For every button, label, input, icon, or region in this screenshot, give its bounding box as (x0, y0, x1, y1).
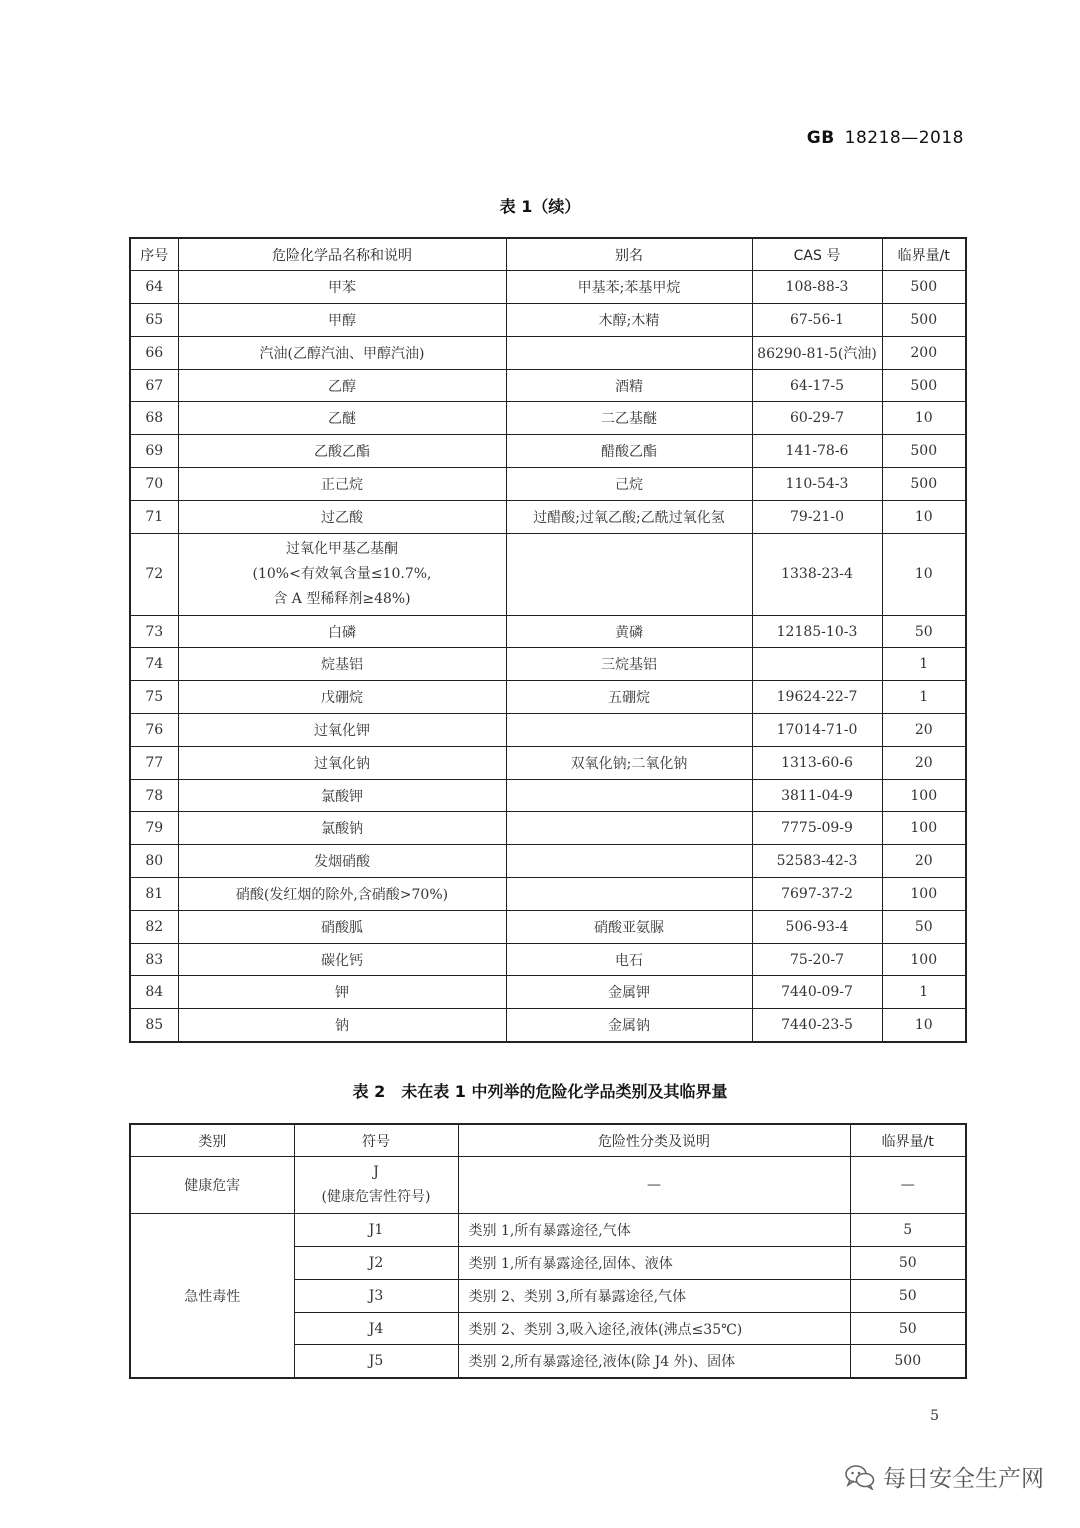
qty-cell: 1 (882, 648, 966, 681)
name-cell: 过乙酸 (178, 500, 506, 533)
category-cell: 健康危害 (130, 1157, 294, 1214)
cas-cell: 110-54-3 (752, 468, 882, 501)
name-cell (178, 533, 506, 615)
alias-cell (506, 779, 752, 812)
qty-cell: 500 (882, 271, 966, 304)
qty-cell: 50 (882, 910, 966, 943)
alias-cell: 金属钠 (506, 1009, 752, 1042)
qty-cell: 500 (882, 304, 966, 337)
no-cell: 71 (130, 500, 178, 533)
no-cell: 85 (130, 1009, 178, 1042)
qty-cell: 20 (882, 845, 966, 878)
qty-cell: 500 (882, 435, 966, 468)
name-cell: 汽油(乙醇汽油、甲醇汽油) (178, 336, 506, 369)
no-cell: 64 (130, 271, 178, 304)
cas-cell: 75-20-7 (752, 943, 882, 976)
qty-cell: 5 (850, 1214, 966, 1247)
name-cell: 过氧化钠 (178, 746, 506, 779)
no-cell: 81 (130, 878, 178, 911)
no-cell: 75 (130, 681, 178, 714)
cas-cell: 67-56-1 (752, 304, 882, 337)
name-line: 过氧化甲基乙基酮 (286, 540, 398, 557)
symbol-line: J (373, 1164, 379, 1181)
standard-prefix: GB (806, 128, 835, 148)
symbol-cell: J2 (294, 1247, 458, 1280)
table-row (130, 402, 966, 435)
no-cell: 80 (130, 845, 178, 878)
alias-cell: 二乙基醚 (506, 402, 752, 435)
table2-header-row (130, 1124, 966, 1157)
description-cell: 类别 2、类别 3,所有暴露途径,气体 (458, 1279, 850, 1312)
table-row (130, 681, 966, 714)
cas-cell: 1313-60-6 (752, 746, 882, 779)
table-row (130, 468, 966, 501)
table-row (130, 435, 966, 468)
table-row (130, 746, 966, 779)
qty-cell: 50 (850, 1247, 966, 1280)
cas-cell: 60-29-7 (752, 402, 882, 435)
col-header-cas: CAS 号 (752, 238, 882, 271)
name-cell: 钠 (178, 1009, 506, 1042)
no-cell: 78 (130, 779, 178, 812)
qty-cell: 20 (882, 746, 966, 779)
name-cell: 氯酸钠 (178, 812, 506, 845)
alias-cell: 甲基苯;苯基甲烷 (506, 271, 752, 304)
table-row (130, 1157, 966, 1214)
qty-cell: 500 (882, 468, 966, 501)
cas-cell: 12185-10-3 (752, 615, 882, 648)
standard-number: 18218—2018 (844, 128, 964, 148)
alias-cell: 双氧化钠;二氧化钠 (506, 746, 752, 779)
no-cell: 72 (130, 533, 178, 615)
name-cell: 正己烷 (178, 468, 506, 501)
name-cell: 钾 (178, 976, 506, 1009)
table-row (130, 500, 966, 533)
table-row (130, 533, 966, 615)
qty-cell: 10 (882, 500, 966, 533)
table-row (130, 1214, 966, 1247)
description-cell: — (458, 1157, 850, 1214)
no-cell: 77 (130, 746, 178, 779)
alias-cell: 醋酸乙酯 (506, 435, 752, 468)
cas-cell: 7697-37-2 (752, 878, 882, 911)
table-row (130, 336, 966, 369)
symbol-cell: J4 (294, 1312, 458, 1345)
table-row (130, 304, 966, 337)
standard-code (807, 128, 964, 148)
cas-cell: 7440-23-5 (752, 1009, 882, 1042)
qty-cell: 100 (882, 779, 966, 812)
table2 (129, 1123, 967, 1379)
cas-cell: 141-78-6 (752, 435, 882, 468)
qty-cell: 10 (882, 1009, 966, 1042)
qty-cell: 100 (882, 943, 966, 976)
cas-cell: 19624-22-7 (752, 681, 882, 714)
table-row (130, 615, 966, 648)
alias-cell (506, 336, 752, 369)
wechat-icon (845, 1464, 875, 1490)
alias-cell (506, 812, 752, 845)
col-header-name: 危险化学品名称和说明 (178, 238, 506, 271)
alias-cell: 酒精 (506, 369, 752, 402)
no-cell: 76 (130, 714, 178, 747)
no-cell: 73 (130, 615, 178, 648)
no-cell: 74 (130, 648, 178, 681)
qty-cell: 100 (882, 812, 966, 845)
qty-cell: 500 (882, 369, 966, 402)
no-cell: 68 (130, 402, 178, 435)
watermark-text: 每日安全生产网 (883, 1466, 1044, 1492)
col-header-qty: 临界量/t (850, 1124, 966, 1157)
category-cell: 急性毒性 (130, 1214, 294, 1378)
cas-cell: 108-88-3 (752, 271, 882, 304)
alias-cell: 硝酸亚氨脲 (506, 910, 752, 943)
qty-cell: 500 (850, 1345, 966, 1378)
page-number: 5 (930, 1408, 939, 1424)
name-cell: 碳化钙 (178, 943, 506, 976)
name-cell: 烷基铝 (178, 648, 506, 681)
name-line: 含 A 型稀释剂≥48%) (273, 590, 411, 607)
symbol-cell: J3 (294, 1279, 458, 1312)
alias-cell: 电石 (506, 943, 752, 976)
name-cell: 甲苯 (178, 271, 506, 304)
name-cell: 氯酸钾 (178, 779, 506, 812)
alias-cell: 三烷基铝 (506, 648, 752, 681)
no-cell: 65 (130, 304, 178, 337)
no-cell: 84 (130, 976, 178, 1009)
no-cell: 69 (130, 435, 178, 468)
alias-cell: 黄磷 (506, 615, 752, 648)
qty-cell: 20 (882, 714, 966, 747)
alias-cell (506, 878, 752, 911)
description-cell: 类别 1,所有暴露途径,气体 (458, 1214, 850, 1247)
qty-cell: 1 (882, 976, 966, 1009)
name-cell: 发烟硝酸 (178, 845, 506, 878)
table-row (130, 845, 966, 878)
symbol-cell: J1 (294, 1214, 458, 1247)
table-row (130, 812, 966, 845)
cas-cell: 7440-09-7 (752, 976, 882, 1009)
table-row (130, 910, 966, 943)
description-cell: 类别 2,所有暴露途径,液体(除 J4 外)、固体 (458, 1345, 850, 1378)
alias-cell: 五硼烷 (506, 681, 752, 714)
qty-cell: 10 (882, 533, 966, 615)
table-row (130, 714, 966, 747)
name-cell: 甲醇 (178, 304, 506, 337)
qty-cell: 100 (882, 878, 966, 911)
cas-cell (752, 648, 882, 681)
no-cell: 66 (130, 336, 178, 369)
no-cell: 67 (130, 369, 178, 402)
name-line: (10%<有效氧含量≤10.7%, (252, 565, 432, 582)
alias-cell (506, 714, 752, 747)
col-header-description: 危险性分类及说明 (458, 1124, 850, 1157)
table-row (130, 779, 966, 812)
cas-cell: 86290-81-5(汽油) (752, 336, 882, 369)
table-row (130, 271, 966, 304)
cas-cell: 3811-04-9 (752, 779, 882, 812)
cas-cell: 52583-42-3 (752, 845, 882, 878)
col-header-alias: 别名 (506, 238, 752, 271)
no-cell: 82 (130, 910, 178, 943)
name-cell: 过氧化钾 (178, 714, 506, 747)
no-cell: 79 (130, 812, 178, 845)
name-cell: 乙酸乙酯 (178, 435, 506, 468)
table1-caption: 表 1（续） (499, 197, 581, 216)
cas-cell: 79-21-0 (752, 500, 882, 533)
alias-cell (506, 845, 752, 878)
table-row (130, 976, 966, 1009)
symbol-line: (健康危害性符号) (321, 1189, 431, 1206)
name-cell: 硝酸(发红烟的除外,含硝酸>70%) (178, 878, 506, 911)
col-header-category: 类别 (130, 1124, 294, 1157)
symbol-cell: J5 (294, 1345, 458, 1378)
qty-cell: 1 (882, 681, 966, 714)
col-header-no: 序号 (130, 238, 178, 271)
alias-cell: 木醇;木精 (506, 304, 752, 337)
cas-cell: 506-93-4 (752, 910, 882, 943)
table-row (130, 1009, 966, 1042)
qty-cell: 200 (882, 336, 966, 369)
description-cell: 类别 2、类别 3,吸入途径,液体(沸点≤35℃) (458, 1312, 850, 1345)
name-cell: 乙醚 (178, 402, 506, 435)
cas-cell: 64-17-5 (752, 369, 882, 402)
alias-cell (506, 533, 752, 615)
alias-cell: 己烷 (506, 468, 752, 501)
col-header-symbol: 符号 (294, 1124, 458, 1157)
watermark (845, 1460, 1044, 1493)
qty-cell: 50 (850, 1312, 966, 1345)
cas-cell: 1338-23-4 (752, 533, 882, 615)
alias-cell: 金属钾 (506, 976, 752, 1009)
no-cell: 83 (130, 943, 178, 976)
table-row (130, 878, 966, 911)
symbol-cell (294, 1157, 458, 1214)
table-row (130, 369, 966, 402)
no-cell: 70 (130, 468, 178, 501)
qty-cell: — (850, 1157, 966, 1214)
col-header-qty: 临界量/t (882, 238, 966, 271)
table-row (130, 648, 966, 681)
name-cell: 白磷 (178, 615, 506, 648)
qty-cell: 50 (850, 1279, 966, 1312)
table-row (130, 943, 966, 976)
name-cell: 乙醇 (178, 369, 506, 402)
name-cell: 戊硼烷 (178, 681, 506, 714)
name-cell: 硝酸胍 (178, 910, 506, 943)
cas-cell: 7775-09-9 (752, 812, 882, 845)
cas-cell: 17014-71-0 (752, 714, 882, 747)
qty-cell: 50 (882, 615, 966, 648)
table1-header-row (130, 238, 966, 271)
alias-cell: 过醋酸;过氧乙酸;乙酰过氧化氢 (506, 500, 752, 533)
description-cell: 类别 1,所有暴露途径,固体、液体 (458, 1247, 850, 1280)
qty-cell: 10 (882, 402, 966, 435)
table2-caption: 表 2 未在表 1 中列举的危险化学品类别及其临界量 (352, 1082, 728, 1101)
table1 (129, 237, 967, 1043)
